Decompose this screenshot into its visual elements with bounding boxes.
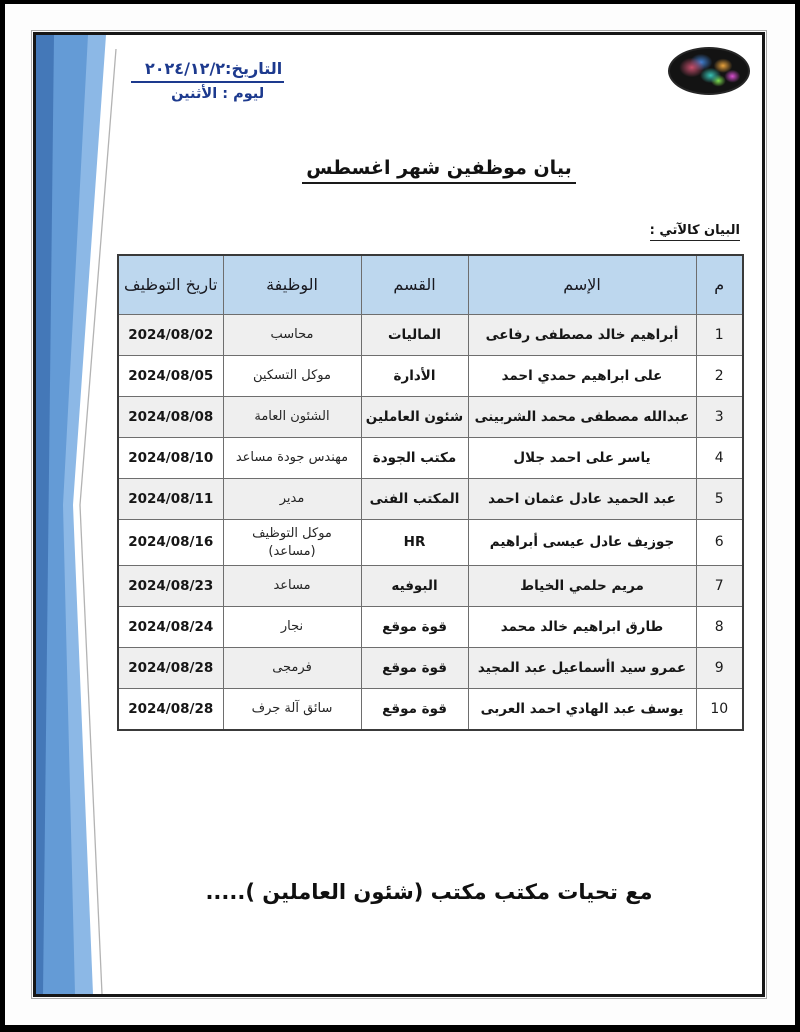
cell-hire-date: 2024/08/10 bbox=[118, 438, 223, 479]
header-department: القسم bbox=[361, 255, 468, 315]
date-text: التاريخ:٢٠٢٤/١٢/٢ bbox=[131, 59, 284, 83]
cell-department: قوة موقع bbox=[361, 607, 468, 648]
cell-number: 5 bbox=[696, 479, 743, 520]
table-row bbox=[118, 315, 743, 356]
cell-department: المكتب الفنى bbox=[361, 479, 468, 520]
cell-department: البوفيه bbox=[361, 566, 468, 607]
cell-job: موكل التوظيف (مساعد) bbox=[223, 520, 361, 566]
table-row bbox=[118, 607, 743, 648]
table-row bbox=[118, 520, 743, 566]
document-title: بيان موظفين شهر اغسطس bbox=[302, 157, 575, 184]
date-block bbox=[131, 59, 284, 102]
cell-number: 10 bbox=[696, 689, 743, 731]
document-page bbox=[33, 32, 765, 997]
cell-job: مهندس جودة مساعد bbox=[223, 438, 361, 479]
cell-name: طارق ابراهيم خالد محمد bbox=[468, 607, 696, 648]
cell-hire-date: 2024/08/16 bbox=[118, 520, 223, 566]
header-name: الإسم bbox=[468, 255, 696, 315]
cell-number: 1 bbox=[696, 315, 743, 356]
table-row bbox=[118, 397, 743, 438]
cell-department: قوة موقع bbox=[361, 648, 468, 689]
cell-name: ياسر على احمد جلال bbox=[468, 438, 696, 479]
cell-number: 7 bbox=[696, 566, 743, 607]
cell-number: 2 bbox=[696, 356, 743, 397]
cell-hire-date: 2024/08/28 bbox=[118, 689, 223, 731]
header-row bbox=[118, 255, 743, 315]
employees-table bbox=[117, 254, 744, 731]
title-row bbox=[126, 157, 752, 184]
footer-note: مع تحيات مكتب مكتب (شئون العاملين )..... bbox=[205, 880, 653, 904]
cell-name: عمرو سيد اأسماعيل عبد المجيد bbox=[468, 648, 696, 689]
header-hire-date: تاريخ التوظيف bbox=[118, 255, 223, 315]
cell-name: جوزيف عادل عيسى أبراهيم bbox=[468, 520, 696, 566]
cell-department: مكتب الجودة bbox=[361, 438, 468, 479]
day-text: ليوم : الأثنين bbox=[171, 86, 265, 102]
cell-department: شئون العاملين bbox=[361, 397, 468, 438]
cell-name: على ابراهيم حمدي احمد bbox=[468, 356, 696, 397]
cell-name: عبد الحميد عادل عثمان احمد bbox=[468, 479, 696, 520]
cell-job: مدير bbox=[223, 479, 361, 520]
table-row bbox=[118, 566, 743, 607]
cell-hire-date: 2024/08/08 bbox=[118, 397, 223, 438]
cell-department: الماليات bbox=[361, 315, 468, 356]
statement-label: البيان كالآتي : bbox=[650, 223, 740, 241]
cell-name: عبدالله مصطفى محمد الشربينى bbox=[468, 397, 696, 438]
cell-hire-date: 2024/08/05 bbox=[118, 356, 223, 397]
table-row bbox=[118, 356, 743, 397]
cell-job: فرمجى bbox=[223, 648, 361, 689]
cell-job: الشئون العامة bbox=[223, 397, 361, 438]
cell-job: موكل التسكين bbox=[223, 356, 361, 397]
employees-table-body bbox=[118, 315, 743, 731]
cell-job: سائق آلة جرف bbox=[223, 689, 361, 731]
cell-hire-date: 2024/08/23 bbox=[118, 566, 223, 607]
cell-hire-date: 2024/08/28 bbox=[118, 648, 223, 689]
cell-name: أبراهيم خالد مصطفى رفاعى bbox=[468, 315, 696, 356]
cell-job: نجار bbox=[223, 607, 361, 648]
cell-name: يوسف عبد الهادي احمد العربى bbox=[468, 689, 696, 731]
table-row bbox=[118, 438, 743, 479]
employees-table-head bbox=[118, 255, 743, 315]
cell-hire-date: 2024/08/11 bbox=[118, 479, 223, 520]
table-row bbox=[118, 689, 743, 731]
header-number: م bbox=[696, 255, 743, 315]
cell-name: مريم حلمي الخياط bbox=[468, 566, 696, 607]
cell-hire-date: 2024/08/02 bbox=[118, 315, 223, 356]
photo-background bbox=[5, 4, 795, 1025]
table-row bbox=[118, 648, 743, 689]
cell-job: مساعد bbox=[223, 566, 361, 607]
cell-hire-date: 2024/08/24 bbox=[118, 607, 223, 648]
statement-row bbox=[650, 219, 740, 241]
cell-job: محاسب bbox=[223, 315, 361, 356]
cell-department: HR bbox=[361, 520, 468, 566]
company-logo bbox=[668, 47, 750, 95]
cell-number: 4 bbox=[696, 438, 743, 479]
cell-number: 9 bbox=[696, 648, 743, 689]
table-row bbox=[118, 479, 743, 520]
cell-department: الأدارة bbox=[361, 356, 468, 397]
header-job: الوظيفة bbox=[223, 255, 361, 315]
cell-number: 6 bbox=[696, 520, 743, 566]
cell-department: قوة موقع bbox=[361, 689, 468, 731]
cell-number: 8 bbox=[696, 607, 743, 648]
cell-number: 3 bbox=[696, 397, 743, 438]
